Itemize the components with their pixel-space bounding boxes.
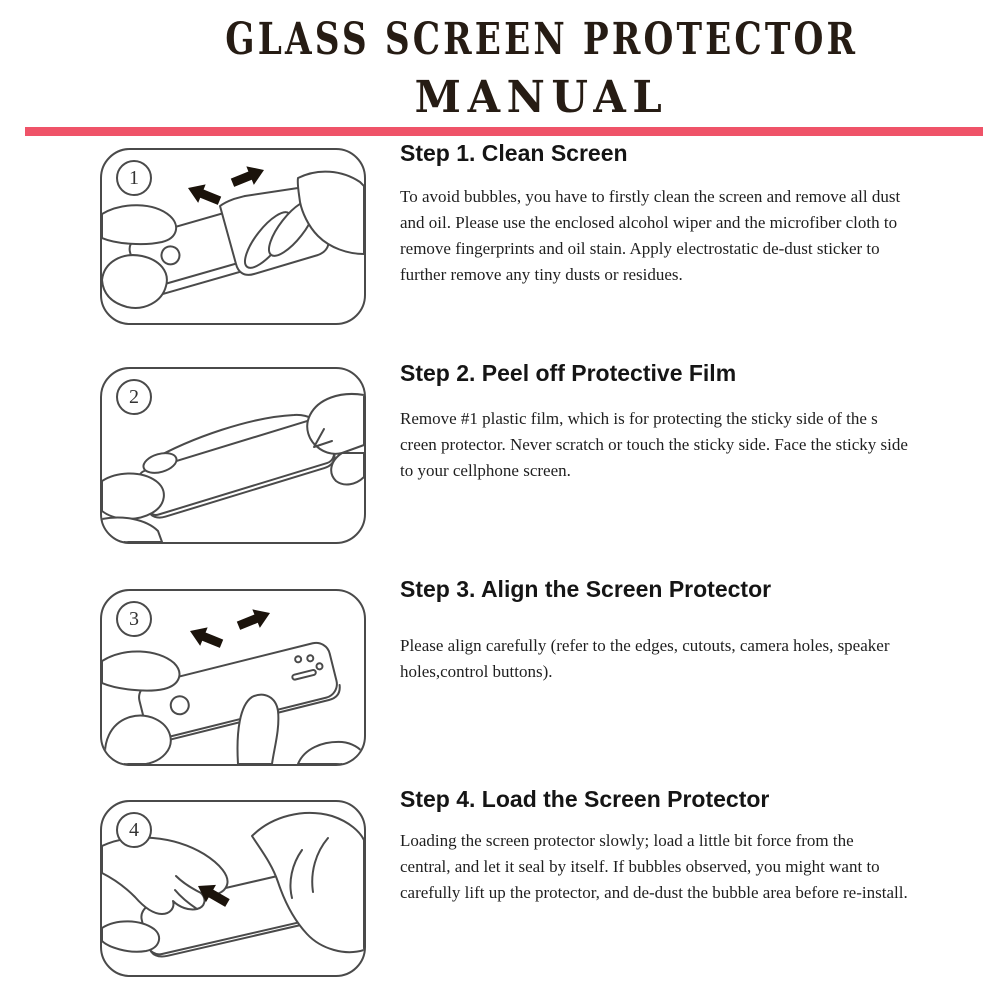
wipe-left-arrow-icon	[184, 179, 223, 210]
title-line-2: MANUAL	[415, 72, 669, 123]
page-title	[0, 14, 1000, 123]
step-2-figure	[100, 367, 366, 544]
align-left-arrow-icon	[186, 622, 225, 653]
step-4-body: Loading the screen protector slowly; load a little bit force from the central, and let it seal by itself. If bubbles observed, you might want to carefully lift up the protector, and de-dust the bubble area before re-install.	[400, 831, 908, 902]
step-2-text	[400, 360, 908, 484]
step-4-heading: Step 4. Load the Screen Protector	[400, 786, 770, 812]
wipe-right-arrow-icon	[229, 161, 268, 192]
step-2-number-badge: 2	[116, 379, 152, 415]
step-2-heading: Step 2. Peel off Protective Film	[400, 360, 737, 386]
step-3-text	[400, 576, 908, 685]
step-4-figure	[100, 800, 366, 977]
step-3-heading: Step 3. Align the Screen Protector	[400, 576, 772, 602]
step-3-number-badge: 3	[116, 601, 152, 637]
align-right-arrow-icon	[235, 604, 274, 635]
red-divider	[25, 127, 983, 136]
step-4-text	[400, 786, 908, 906]
step-1-text	[400, 140, 908, 288]
step-1-number-badge: 1	[116, 160, 152, 196]
step-1-heading: Step 1. Clean Screen	[400, 140, 628, 166]
step-1-body: To avoid bubbles, you have to firstly clean the screen and remove all dust and oil. Please use the enclosed alcohol wiper and the microfiber cloth to remove fingerprints and oil stain. Apply electrostatic de-dust sticker to further remove any tiny dusts or residues.	[400, 187, 901, 284]
step-2-body: Remove #1 plastic film, which is for protecting the sticky side of the s creen protector. Never scratch or touch the sticky side. Face the sticky side to your cellphone screen.	[400, 409, 908, 480]
step-4-number-badge: 4	[116, 812, 152, 848]
title-line-1: GLASS SCREEN PROTECTOR	[225, 14, 859, 65]
step-1-figure	[100, 148, 366, 325]
step-3-figure	[100, 589, 366, 766]
step-3-body: Please align carefully (refer to the edges, cutouts, camera holes, speaker holes,control buttons).	[400, 636, 890, 681]
